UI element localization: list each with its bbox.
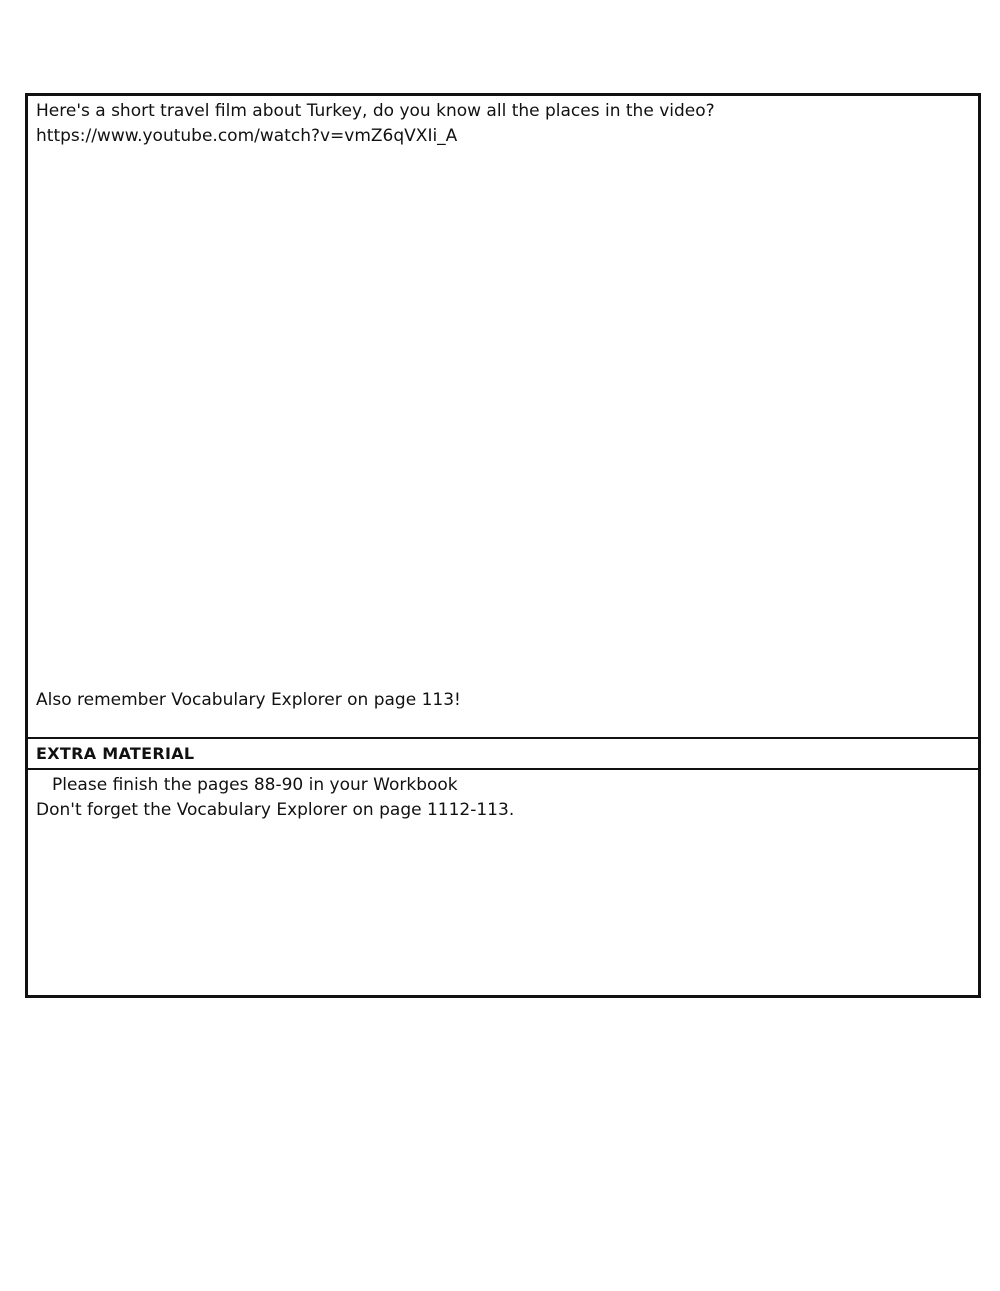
vocabulary-instruction: Don't forget the Vocabulary Explorer on page 1112-113. bbox=[36, 800, 515, 820]
video-link[interactable]: https://www.youtube.com/watch?v=vmZ6qVXIi_A bbox=[36, 126, 458, 146]
intro-text: Here's a short travel film about Turkey, do you know all the places in the video? bbox=[36, 101, 715, 121]
worksheet-box bbox=[25, 93, 981, 998]
main-section bbox=[28, 96, 978, 739]
workbook-instruction: Please finish the pages 88-90 in your Workbook bbox=[52, 775, 458, 795]
extra-material-section bbox=[28, 770, 978, 995]
reminder-text: Also remember Vocabulary Explorer on page 113! bbox=[36, 690, 461, 710]
extra-material-heading: EXTRA MATERIAL bbox=[36, 744, 195, 763]
extra-material-header bbox=[28, 739, 978, 770]
